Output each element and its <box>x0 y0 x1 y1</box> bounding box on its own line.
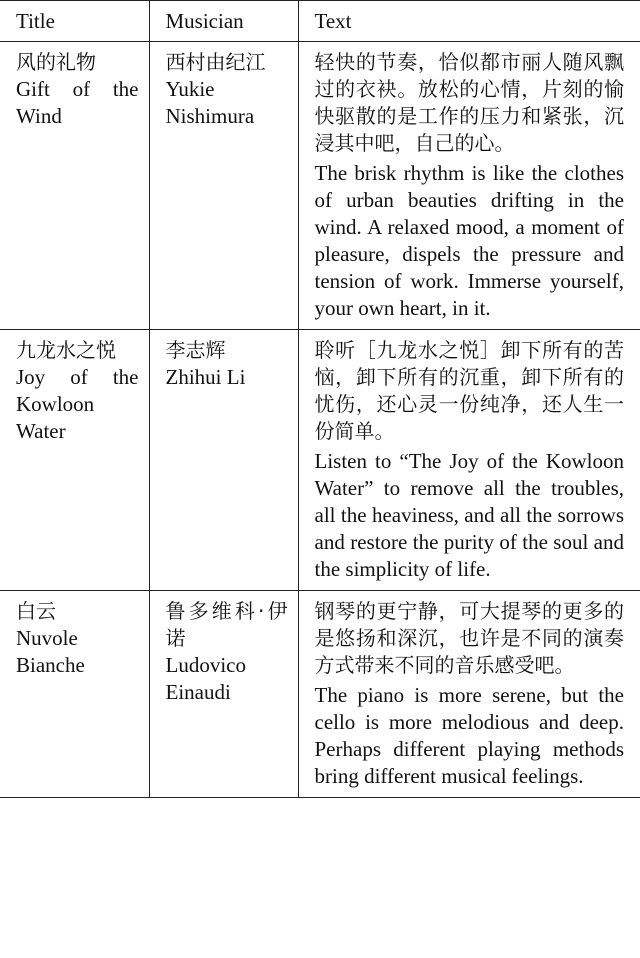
text-en: The brisk rhythm is like the clothes of urban beauties drifting in the wind. A relaxed mood, a moment of pleasure, dispels the pressure and tension of work. Immerse yourself, your own heart, in it. <box>314 161 624 320</box>
table-row <box>0 42 640 330</box>
title-zh: 九龙水之悦 <box>16 338 116 362</box>
musician-cell <box>149 591 298 798</box>
title-en: Nuvole Bianche <box>16 626 85 677</box>
musician-en: Ludovico Einaudi <box>165 653 246 704</box>
musician-zh: 鲁多维科·伊诺 <box>165 599 288 650</box>
musician-en: Yukie Nishimura <box>165 77 255 128</box>
title-cell <box>0 591 149 798</box>
table-row <box>0 330 640 591</box>
text-zh: 聆听［九龙水之悦］卸下所有的苦恼，卸下所有的沉重，卸下所有的忧伤，还心灵一份纯净，还人生一份简单。 <box>314 338 624 443</box>
text-en: The piano is more serene, but the cello is more melodious and deep. Perhaps different playing methods bring different musical feelings. <box>314 683 624 788</box>
musician-cell <box>149 42 298 330</box>
musician-zh: 李志辉 <box>165 338 226 362</box>
musician-en: Zhihui Li <box>165 365 246 389</box>
text-cell <box>298 330 640 591</box>
text-zh: 轻快的节奏，恰似都市丽人随风飘过的衣袂。放松的心情，片刻的愉快驱散的是工作的压力和紧张，沉浸其中吧，自己的心。 <box>314 50 624 155</box>
title-zh: 风的礼物 <box>16 50 96 74</box>
text-cell <box>298 591 640 798</box>
musician-cell <box>149 330 298 591</box>
text-zh: 钢琴的更宁静，可大提琴的更多的是悠扬和深沉，也许是不同的演奏方式带来不同的音乐感受吧。 <box>314 599 624 677</box>
header-row <box>0 1 640 42</box>
table-row <box>0 591 640 798</box>
title-zh: 白云 <box>16 599 56 623</box>
musician-zh: 西村由纪江 <box>165 50 266 74</box>
title-cell <box>0 42 149 330</box>
title-en: Gift of the Wind <box>16 77 139 128</box>
header-text: Text <box>298 1 640 42</box>
text-en: Listen to “The Joy of the Kowloon Water” to remove all the troubles, all the heaviness, and all the sorrows and restore the purity of the soul and the simplicity of life. <box>314 449 624 581</box>
header-title: Title <box>0 1 149 42</box>
title-en: Joy of the Kowloon Water <box>16 365 139 443</box>
text-cell <box>298 42 640 330</box>
title-cell <box>0 330 149 591</box>
header-musician: Musician <box>149 1 298 42</box>
